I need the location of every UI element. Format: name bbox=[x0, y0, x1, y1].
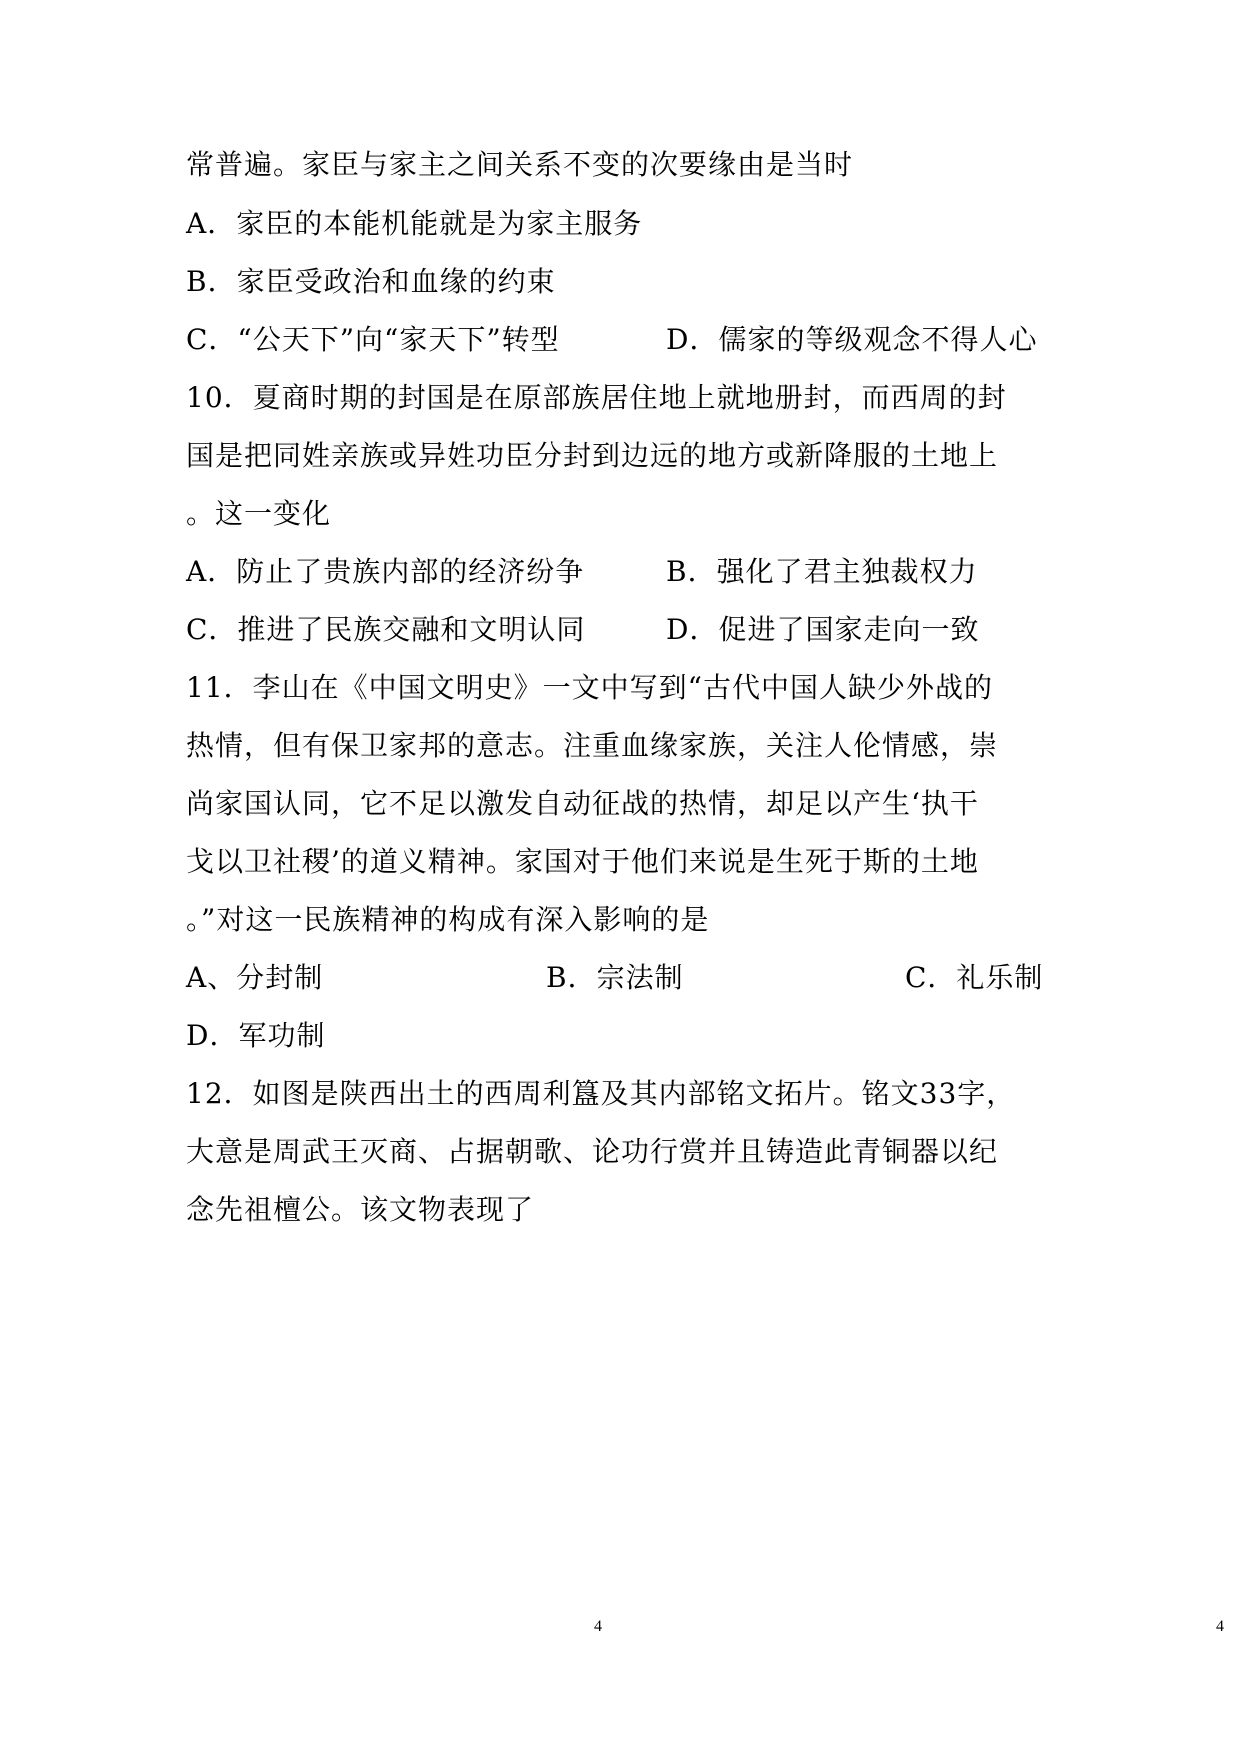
q10-option-a: A．防止了贵族内部的经济纷争 bbox=[186, 555, 585, 588]
q10-option-d: D．促进了国家走向一致 bbox=[666, 613, 980, 646]
q12-stem-line-1: 12．如图是陕西出土的西周利簋及其内部铭文拓片。铭文33字， bbox=[186, 1077, 1016, 1110]
q10-stem-line-1: 10．夏商时期的封国是在原部族居住地上就地册封，而西周的封 bbox=[186, 381, 1007, 414]
q10-option-c: C．推进了民族交融和文明认同 bbox=[186, 613, 586, 646]
page-number-right: 4 bbox=[1216, 1618, 1224, 1635]
q12-stem-line-3: 念先祖檀公。该文物表现了 bbox=[186, 1193, 535, 1226]
q11-option-d: D．军功制 bbox=[186, 1019, 326, 1052]
q9-option-d: D．儒家的等级观念不得人心 bbox=[666, 323, 1038, 356]
q11-option-a: A、分封制 bbox=[186, 961, 324, 994]
q9-option-c: C．“公天下”向“家天下”转型 bbox=[186, 323, 560, 356]
q10-option-b: B．强化了君主独裁权力 bbox=[666, 555, 978, 588]
q10-stem-line-3: 。这一变化 bbox=[186, 497, 332, 530]
q11-option-b: B．宗法制 bbox=[546, 961, 684, 994]
q12-stem-line-2: 大意是周武王灭商、占据朝歌、论功行赏并且铸造此青铜器以纪 bbox=[186, 1135, 999, 1168]
q11-stem-line-2: 热情，但有保卫家邦的意志。注重血缘家族，关注人伦情感，崇 bbox=[186, 729, 999, 762]
q11-stem-line-1: 11．李山在《中国文明史》一文中写到“古代中国人缺少外战的 bbox=[186, 671, 993, 704]
q10-stem-line-2: 国是把同姓亲族或异姓功臣分封到边远的地方或新降服的土地上 bbox=[186, 439, 999, 472]
page-number-center: 4 bbox=[594, 1618, 602, 1635]
q11-stem-line-3: 尚家国认同，它不足以激发自动征战的热情，却足以产生‘执干 bbox=[186, 787, 979, 820]
q11-stem-line-4: 戈以卫社稷’的道义精神。家国对于他们来说是生死于斯的土地 bbox=[186, 845, 979, 878]
q9-stem-end: 常普遍。家臣与家主之间关系不变的次要缘由是当时 bbox=[186, 148, 854, 181]
q11-option-c: C．礼乐制 bbox=[905, 961, 1044, 994]
q9-option-b: B．家臣受政治和血缘的约束 bbox=[186, 265, 556, 298]
q11-stem-line-5: 。”对这一民族精神的构成有深入影响的是 bbox=[186, 903, 710, 936]
q9-option-a: A．家臣的本能机能就是为家主服务 bbox=[186, 207, 643, 240]
